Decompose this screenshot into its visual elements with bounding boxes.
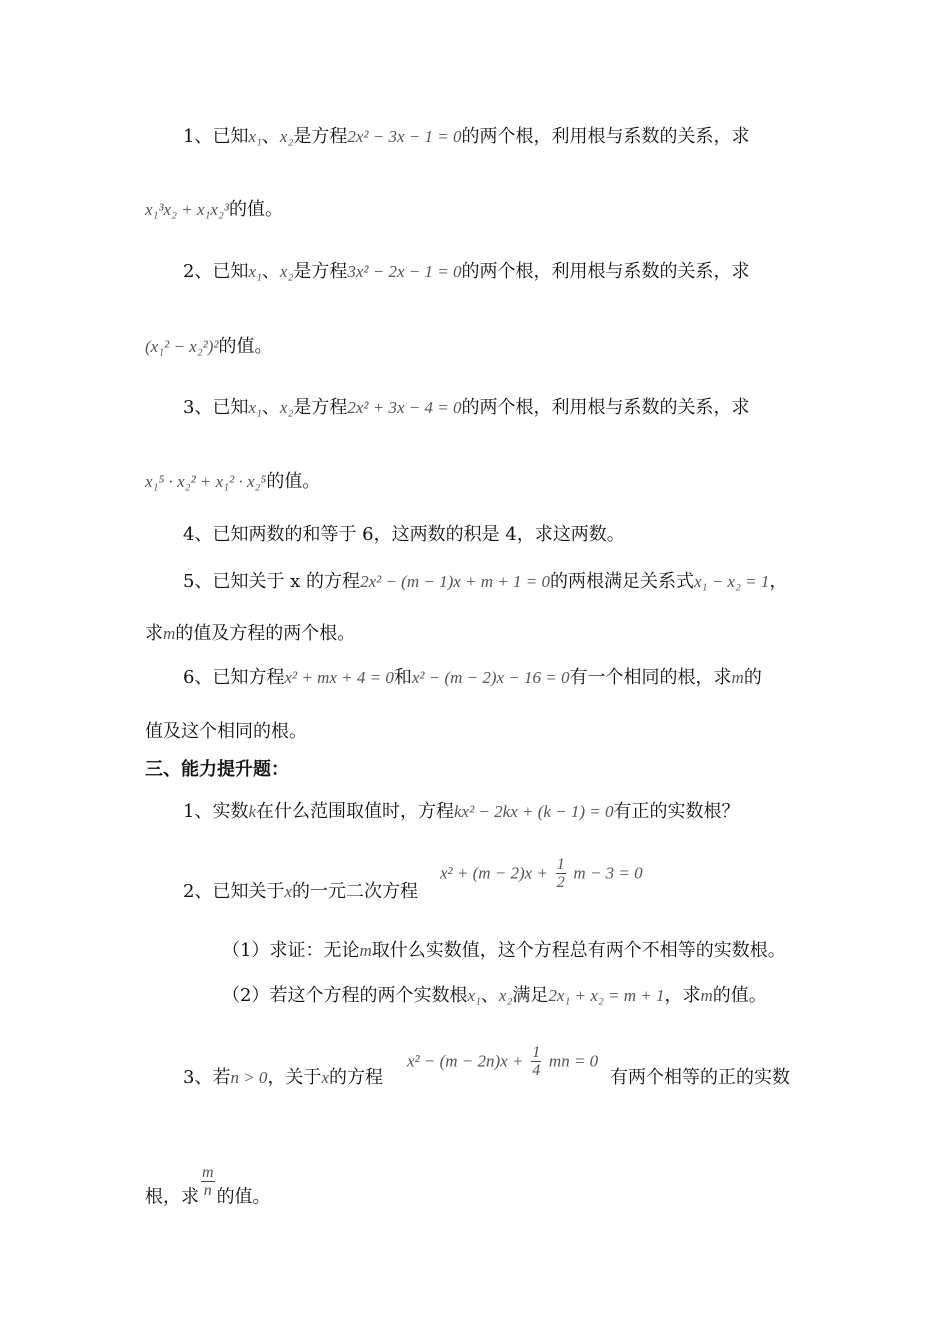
problem-6-line-1	[183, 666, 762, 690]
math-var: x₁	[248, 398, 262, 417]
math-var: x₂	[279, 398, 294, 417]
fraction-denominator: n	[203, 1182, 212, 1199]
problem-text: 在什么范围取值时，方程	[256, 801, 454, 822]
problem-text: 的值。	[216, 1186, 271, 1208]
problem-text: 值及这个相同的根。	[145, 721, 307, 742]
problem-text: 若	[212, 1067, 231, 1088]
problem-3-line-1	[183, 396, 750, 420]
fraction	[201, 1164, 215, 1199]
problem-text: 的值。	[229, 199, 283, 220]
problem-3-line-2	[145, 470, 320, 494]
problem-4	[183, 523, 625, 547]
problem-text: 的两个根，利用根与系数的关系，求	[461, 261, 750, 282]
problem-number: 6、	[183, 667, 213, 688]
equation: 2x² + 3x − 4 = 0	[347, 398, 462, 417]
problem-text: 和	[393, 667, 412, 688]
problem-number: 2、	[183, 881, 213, 902]
advanced-3-line-2	[145, 1164, 271, 1215]
sub-label: （1）	[222, 940, 270, 961]
equation: 2x² − 3x − 1 = 0	[347, 127, 462, 146]
problem-number: 2、	[183, 261, 213, 282]
problem-text: 已知	[212, 397, 249, 418]
problem-text: 已知方程	[212, 667, 285, 688]
equation: 2x² − (m − 1)x + m + 1 = 0	[360, 572, 550, 591]
problem-text: 根，求	[145, 1186, 199, 1208]
sub-label: （2）	[222, 985, 270, 1006]
fraction-numerator: 1	[532, 1044, 541, 1061]
math-var: x	[284, 882, 292, 901]
problem-text: 满足	[512, 985, 549, 1006]
problem-text: 的值。	[266, 471, 321, 492]
equation: x² + (m − 2)x +	[440, 863, 548, 883]
problem-text: 已知两数的和等于 6，这两数的积是 4，求这两数。	[212, 524, 625, 545]
math-var: m	[731, 668, 744, 687]
advanced-2-equation	[440, 856, 643, 891]
problem-text: 已知	[212, 126, 249, 147]
problem-5-line-1	[183, 570, 787, 594]
advanced-1	[183, 800, 740, 824]
equation: x² − (m − 2n)x +	[407, 1051, 524, 1071]
equation: m − 3 = 0	[573, 863, 643, 883]
problem-text: 求证：无论	[269, 940, 360, 961]
problem-number: 4、	[183, 524, 213, 545]
separator: 、	[261, 397, 280, 418]
advanced-3-line-1	[183, 1066, 383, 1090]
fraction	[556, 856, 566, 891]
separator: 、	[261, 261, 280, 282]
problem-text: 求	[145, 623, 163, 644]
advanced-3-equation	[407, 1044, 598, 1079]
equation: mn = 0	[548, 1051, 599, 1071]
fraction-denominator: 4	[532, 1062, 541, 1079]
math-var: x₁	[248, 262, 262, 281]
problem-text: 的值。	[712, 985, 767, 1006]
problem-text: 是方程	[293, 261, 348, 282]
math-var: m	[700, 986, 713, 1005]
problem-text: 的两根满足关系式	[549, 571, 694, 592]
math-var: x₁	[248, 127, 262, 146]
problem-text: ，	[769, 571, 788, 592]
math-expression: x₁⁵ · x₂² + x₁² · x₂⁵	[145, 472, 267, 491]
equation: kx² − 2kx + (k − 1) = 0	[454, 802, 614, 821]
problem-text: 的两个根，利用根与系数的关系，求	[461, 126, 750, 147]
problem-6-line-2	[145, 720, 307, 744]
problem-text: 已知关于	[212, 881, 285, 902]
problem-text: 是方程	[293, 397, 348, 418]
problem-2-line-1	[183, 260, 750, 284]
problem-text: 实数	[212, 801, 249, 822]
math-var: x₂	[498, 986, 513, 1005]
advanced-2-sub-1	[222, 939, 786, 963]
problem-number: 3、	[183, 397, 213, 418]
math-var: m	[359, 941, 372, 960]
problem-text: ，关于	[267, 1067, 322, 1088]
problem-text: 有正的实数根？	[613, 801, 740, 822]
problem-number: 1、	[183, 126, 213, 147]
section-title: 三、能力提升题：	[145, 759, 289, 780]
equation: x² − (m − 2)x − 16 = 0	[411, 668, 570, 687]
equation: 3x² − 2x − 1 = 0	[347, 262, 462, 281]
equation: 2x₁ + x₂ = m + 1	[548, 986, 665, 1005]
problem-text: 的一元二次方程	[292, 881, 418, 902]
advanced-3-line-1-tail	[610, 1066, 790, 1090]
problem-text: 的值。	[218, 336, 273, 357]
problem-5-line-2	[145, 622, 355, 646]
advanced-2-sub-2	[222, 984, 767, 1008]
problem-text: 若这个方程的两个实数根	[269, 985, 468, 1006]
advanced-2-line-1	[183, 880, 418, 904]
problem-1-line-1	[183, 125, 750, 149]
equation: n > 0	[230, 1068, 268, 1087]
separator: 、	[480, 985, 499, 1006]
fraction-denominator: 2	[556, 874, 565, 891]
fraction-numerator: 1	[556, 856, 565, 873]
problem-text: 已知关于 x 的方程	[212, 571, 361, 592]
math-var: x₂	[279, 262, 294, 281]
math-expression: x₁³x₂ + x₁x₂³	[145, 200, 229, 219]
problem-text: 的方程	[328, 1067, 383, 1088]
problem-number: 1、	[183, 801, 213, 822]
problem-text: ，求	[664, 985, 701, 1006]
problem-number: 3、	[183, 1067, 213, 1088]
fraction	[531, 1044, 541, 1079]
problem-text: 有两个相等的正的实数	[610, 1067, 790, 1088]
problem-text: 已知	[212, 261, 249, 282]
problem-text: 取什么实数值，这个方程总有两个不相等的实数根。	[371, 940, 786, 961]
separator: 、	[261, 126, 280, 147]
problem-text: 有一个相同的根，求	[569, 667, 732, 688]
equation: x² + mx + 4 = 0	[284, 668, 394, 687]
problem-1-line-2	[145, 198, 283, 222]
problem-text: 的值及方程的两个根。	[175, 623, 356, 644]
math-var: x₂	[279, 127, 294, 146]
math-expression: (x₁² − x₂²)²	[145, 337, 219, 356]
problem-number: 5、	[183, 571, 213, 592]
math-var: k	[248, 802, 256, 821]
equation: x₁ − x₂ = 1	[693, 572, 770, 591]
fraction-numerator: m	[202, 1164, 214, 1181]
math-var: x	[321, 1068, 329, 1087]
math-var: m	[163, 624, 176, 643]
problem-2-line-2	[145, 335, 273, 359]
math-var: x₁	[467, 986, 481, 1005]
problem-text: 的	[743, 667, 762, 688]
problem-text: 是方程	[293, 126, 348, 147]
problem-text: 的两个根，利用根与系数的关系，求	[461, 397, 750, 418]
